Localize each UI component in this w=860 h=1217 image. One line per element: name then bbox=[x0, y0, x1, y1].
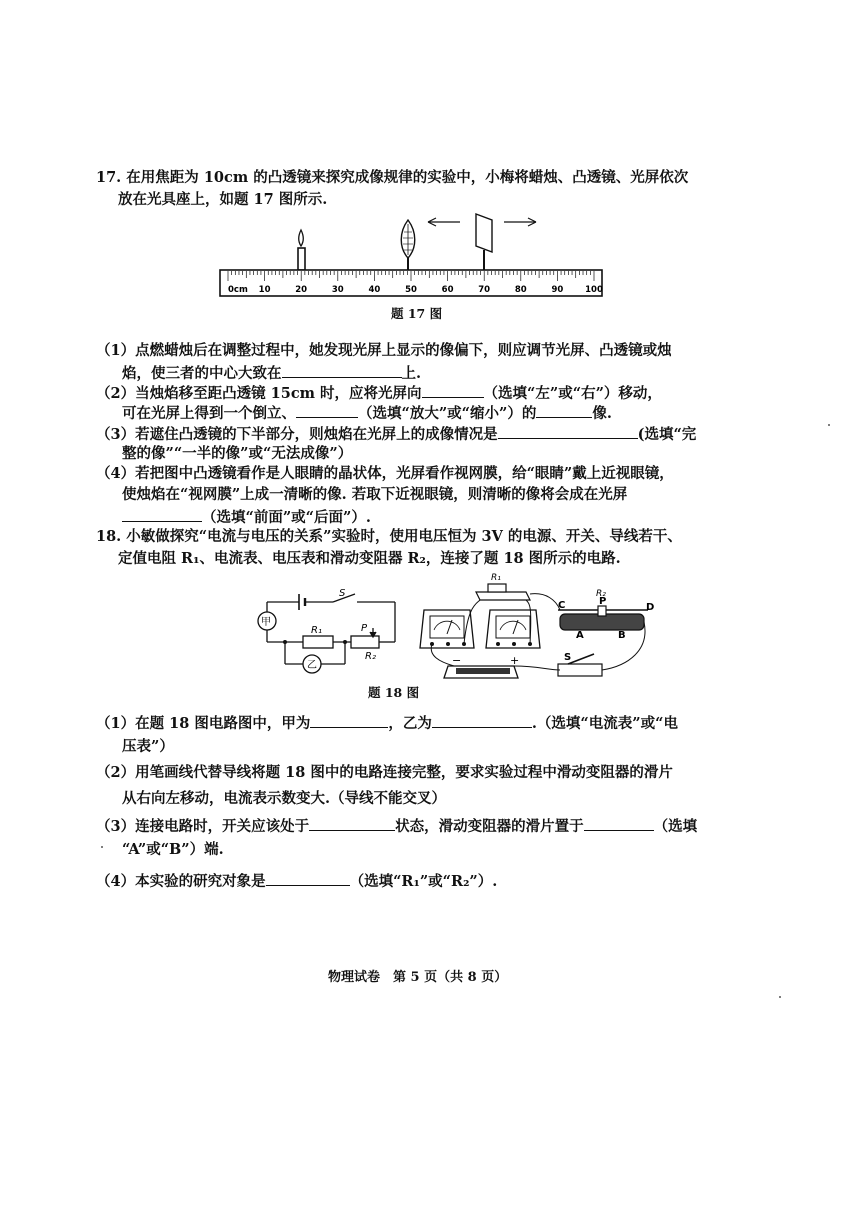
voltmeter-icon bbox=[486, 610, 540, 648]
switch-s-label: S bbox=[339, 588, 346, 599]
battery-plus-label: + bbox=[510, 654, 520, 667]
q17-part3-line1 bbox=[96, 423, 696, 445]
ruler-tick-label: 0cm bbox=[228, 285, 248, 295]
ruler-tick-label: 70 bbox=[478, 285, 491, 295]
q17-part1-line1: （1）点燃蜡烛后在调整过程中，她发现光屏上显示的像偏下，则应调节光屏、凸透镜或烛 bbox=[96, 342, 672, 359]
q17-part2-line1 bbox=[96, 382, 662, 404]
q17-part2-text-d: （选填“放大”或“缩小”）的 bbox=[358, 405, 537, 422]
q18-part1-text-c: .（选填“电流表”或“电 bbox=[531, 715, 678, 732]
q17-part4-line2: 使烛焰在“视网膜”上成一清晰的像. 若取下近视眼镜，则清晰的像将会成在光屏 bbox=[122, 486, 628, 503]
q17-part1-text-end: 上. bbox=[401, 365, 422, 382]
scan-speck bbox=[828, 424, 830, 426]
q17-part4-blank[interactable] bbox=[122, 506, 202, 522]
q17-part3-line2: 整的像”“一半的像”或“无法成像”） bbox=[122, 445, 353, 462]
q17-part2-text-c: 可在光屏上得到一个倒立、 bbox=[122, 405, 296, 422]
q18-part3-line1 bbox=[96, 815, 697, 837]
q17-figure-caption: 题 17 图 bbox=[391, 306, 443, 321]
light-screen-icon bbox=[476, 214, 492, 270]
r2-label: R₂ bbox=[365, 651, 376, 662]
q17-part1-line2 bbox=[122, 362, 421, 384]
q18-part3-blank-switch[interactable] bbox=[309, 815, 395, 831]
q18-part2-line1: （2）用笔画线代替导线将题 18 图中的电路连接完整，要求实验过程中滑动变阻器的滑片 bbox=[96, 764, 673, 781]
battery-icon bbox=[444, 654, 519, 678]
q18-part1-line1 bbox=[96, 712, 678, 734]
fixed-resistor-icon bbox=[476, 573, 530, 600]
rheostat-b-label: B bbox=[618, 630, 626, 641]
q17-part1-text: 焰，使三者的中心大致在 bbox=[122, 365, 282, 382]
ruler-tick-label: 20 bbox=[295, 285, 308, 295]
ruler-tick-label: 40 bbox=[368, 285, 381, 295]
meter-yi-label: 乙 bbox=[307, 660, 317, 671]
rheostat-d-label: D bbox=[646, 602, 655, 613]
r1-label: R₁ bbox=[311, 625, 322, 636]
q17-part2-text-b: （选填“左”或“右”）移动， bbox=[483, 385, 662, 402]
candle-icon bbox=[298, 230, 305, 270]
ruler bbox=[220, 270, 603, 296]
q18-figure-caption: 题 18 图 bbox=[368, 685, 420, 700]
q17-part1-blank[interactable] bbox=[282, 362, 402, 378]
battery-minus-label: − bbox=[452, 654, 462, 667]
apparatus-s-label: S bbox=[564, 652, 572, 663]
q18-part3-blank-slider[interactable] bbox=[584, 815, 654, 831]
convex-lens-icon bbox=[401, 220, 415, 270]
q17-part3-blank[interactable] bbox=[498, 423, 638, 439]
rheostat-p-label: P bbox=[599, 596, 607, 607]
p-label: P bbox=[361, 623, 368, 634]
ruler-tick-label: 60 bbox=[441, 285, 454, 295]
q17-stem-line2: 放在光具座上，如题 17 图所示. bbox=[118, 191, 328, 208]
q17-part3-text-a: （3）若遮住凸透镜的下半部分，则烛焰在光屏上的成像情况是 bbox=[96, 426, 498, 443]
q18-part1-blank-yi[interactable] bbox=[432, 712, 532, 728]
q18-part1-blank-jia[interactable] bbox=[310, 712, 388, 728]
q18-apparatus-figure bbox=[418, 570, 668, 686]
q18-part4-line1 bbox=[96, 870, 497, 892]
rheostat-r2-label: R₂ bbox=[596, 589, 606, 599]
q17-part2-blank-direction[interactable] bbox=[422, 382, 484, 398]
ruler-tick-label: 50 bbox=[405, 285, 417, 295]
scan-speck bbox=[779, 996, 781, 998]
right-arrow-icon bbox=[504, 218, 536, 226]
q17-part4-line3 bbox=[122, 506, 371, 528]
rheostat-a-label: A bbox=[576, 630, 584, 641]
left-arrow-icon bbox=[428, 218, 460, 226]
q18-part3-text-b: 状态，滑动变阻器的滑片置于 bbox=[395, 818, 584, 835]
q17-part3-text-b: (选填“完 bbox=[637, 426, 697, 443]
q17-optical-bench-figure bbox=[214, 210, 610, 300]
rheostat-icon bbox=[558, 589, 654, 641]
ruler-tick-label: 90 bbox=[551, 285, 564, 295]
ruler-tick-label: 100 bbox=[585, 285, 603, 295]
q17-part2-blank-type[interactable] bbox=[536, 402, 592, 418]
q18-part3-text-a: （3）连接电路时，开关应该处于 bbox=[96, 818, 310, 835]
q17-stem-line1: 17. 在用焦距为 10cm 的凸透镜来探究成像规律的实验中，小梅将蜡烛、凸透镜、光屏依次 bbox=[96, 169, 689, 186]
q18-part1-text-b: ，乙为 bbox=[388, 715, 432, 732]
q17-part4-line1: （4）若把图中凸透镜看作是人眼睛的晶状体，光屏看作视网膜，给“眼睛”戴上近视眼镜， bbox=[96, 465, 674, 482]
q18-part4-blank[interactable] bbox=[266, 870, 350, 886]
switch-icon bbox=[558, 652, 602, 676]
q18-part4-text-b: （选填“R₁”或“R₂”）. bbox=[349, 873, 498, 890]
q17-part2-blank-size[interactable] bbox=[296, 402, 358, 418]
meter-jia-label: 甲 bbox=[261, 617, 271, 628]
q17-part2-text-a: （2）当烛焰移至距凸透镜 15cm 时，应将光屏向 bbox=[96, 385, 422, 402]
q17-part4-text: （选填“前面”或“后面”）. bbox=[202, 509, 371, 526]
q18-stem-line2: 定值电阻 R₁、电流表、电压表和滑动变阻器 R₂，连接了题 18 图所示的电路. bbox=[118, 550, 621, 567]
q18-part1-line2: 压表”） bbox=[122, 738, 174, 755]
page-footer: 物理试卷 第 5 页（共 8 页） bbox=[328, 970, 508, 985]
q18-circuit-diagram bbox=[255, 584, 405, 676]
ruler-tick-label: 30 bbox=[331, 285, 344, 295]
q18-part3-line2: “A”或“B”）端. bbox=[122, 841, 224, 858]
q18-part3-text-c: （选填 bbox=[653, 818, 698, 835]
ruler-tick-label: 10 bbox=[258, 285, 271, 295]
ruler-tick-label: 80 bbox=[514, 285, 527, 295]
q18-part4-text-a: （4）本实验的研究对象是 bbox=[96, 873, 266, 890]
q18-part1-text-a: （1）在题 18 图电路图中，甲为 bbox=[96, 715, 311, 732]
apparatus-r1-label: R₁ bbox=[491, 573, 501, 583]
scan-speck bbox=[101, 846, 103, 848]
rheostat-c-label: C bbox=[558, 600, 566, 611]
q18-stem-line1: 18. 小敏做探究“电流与电压的关系”实验时，使用电压恒为 3V 的电源、开关、导线若干、 bbox=[96, 528, 682, 545]
q18-part2-line2: 从右向左移动，电流表示数变大.（导线不能交叉） bbox=[122, 790, 447, 807]
q17-part2-text-e: 像. bbox=[592, 405, 612, 422]
q17-part2-line2 bbox=[122, 402, 612, 424]
